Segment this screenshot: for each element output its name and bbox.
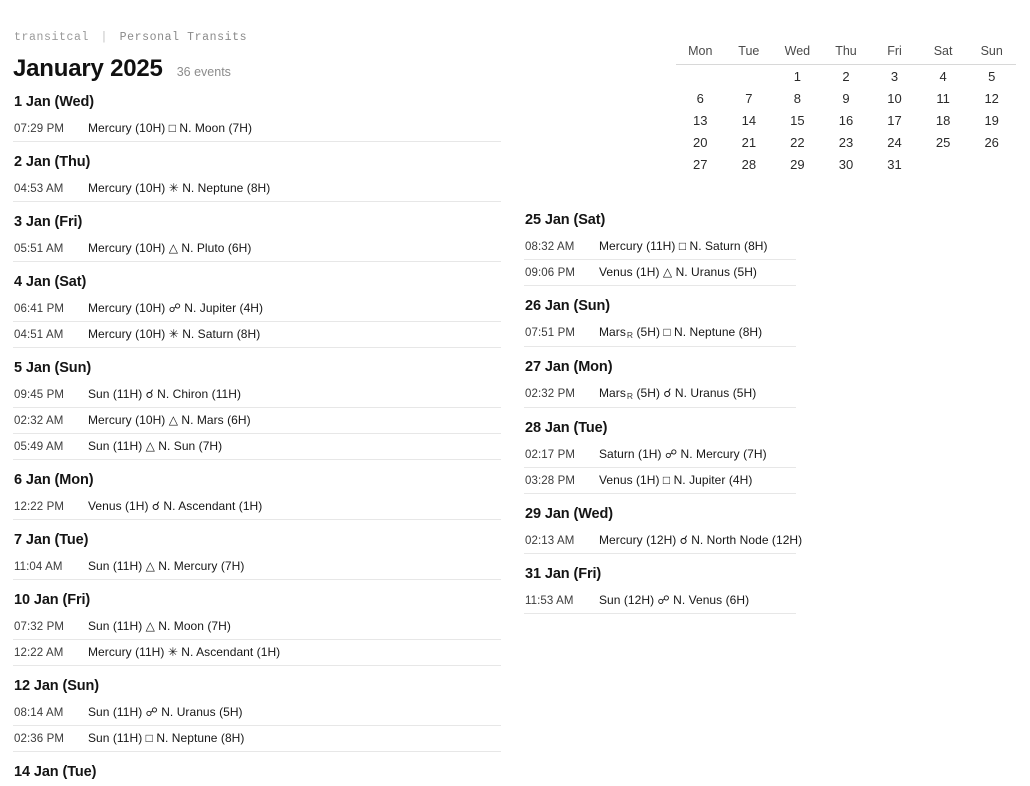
transit-event-time: 02:17 PM bbox=[525, 449, 576, 461]
transit-event-time: 04:53 AM bbox=[14, 183, 64, 195]
transit-event-time: 09:06 PM bbox=[525, 267, 576, 279]
mini-calendar-weekday-tue: Tue bbox=[725, 44, 774, 65]
transit-event-time: 03:28 PM bbox=[525, 475, 576, 487]
transit-event-body: Sun (11H) □ N. Neptune (8H) bbox=[88, 731, 245, 745]
mini-calendar[interactable] bbox=[676, 44, 1016, 175]
transit-event-body: Mercury (10H) △ N. Pluto (6H) bbox=[88, 241, 252, 255]
transit-event-body: Mercury (10H) ✳ N. Saturn (8H) bbox=[88, 327, 261, 341]
day-group bbox=[13, 94, 503, 142]
transit-event-row[interactable] bbox=[13, 296, 501, 322]
transit-event-body-cont: (5H) ☌ N. Uranus (5H) bbox=[633, 386, 757, 400]
mini-calendar-day-14[interactable]: 14 bbox=[741, 113, 757, 128]
day-header: 29 Jan (Wed) bbox=[525, 506, 613, 522]
day-group bbox=[13, 752, 503, 786]
day-header: 1 Jan (Wed) bbox=[14, 94, 95, 110]
page-title-row bbox=[13, 55, 231, 83]
mini-calendar-day-24[interactable]: 24 bbox=[887, 135, 902, 150]
transit-event-body: Mercury (10H) □ N. Moon (7H) bbox=[88, 121, 253, 135]
mini-calendar-day-empty bbox=[676, 65, 725, 88]
transit-list-right-column bbox=[524, 212, 804, 614]
transit-event-description bbox=[599, 447, 767, 461]
mini-calendar-week-row bbox=[676, 131, 1016, 153]
mini-calendar-day-13[interactable]: 13 bbox=[693, 113, 708, 128]
mini-calendar-day-empty bbox=[919, 153, 968, 175]
transit-event-body: Mercury (11H) □ N. Saturn (8H) bbox=[599, 239, 768, 253]
transit-event-row[interactable] bbox=[13, 322, 501, 348]
mini-calendar-day-8[interactable]: 8 bbox=[793, 91, 802, 106]
transit-event-body: Mercury (10H) △ N. Mars (6H) bbox=[88, 413, 251, 427]
transit-event-body: Mercury (10H) ☍ N. Jupiter (4H) bbox=[88, 301, 264, 315]
day-group bbox=[13, 460, 503, 520]
transit-event-description bbox=[599, 386, 756, 401]
day-header: 5 Jan (Sun) bbox=[14, 360, 92, 376]
mini-calendar-day-5[interactable]: 5 bbox=[988, 69, 996, 84]
transit-event-description bbox=[599, 533, 802, 547]
mini-calendar-week-row bbox=[676, 65, 1016, 88]
transit-event-description bbox=[88, 619, 231, 633]
day-header: 14 Jan (Tue) bbox=[14, 764, 97, 780]
day-group bbox=[13, 142, 503, 202]
transit-event-time: 08:14 AM bbox=[14, 707, 64, 719]
mini-calendar-day-12[interactable]: 12 bbox=[984, 91, 999, 106]
transit-event-time: 06:41 PM bbox=[14, 303, 65, 315]
mini-calendar-day-15[interactable]: 15 bbox=[790, 113, 805, 128]
transit-event-body: Mercury (11H) ✳ N. Ascendant (1H) bbox=[88, 645, 281, 659]
transit-event-time: 05:49 AM bbox=[14, 441, 64, 453]
mini-calendar-day-23[interactable]: 23 bbox=[838, 135, 854, 150]
transit-event-description bbox=[88, 327, 260, 341]
day-header: 31 Jan (Fri) bbox=[525, 566, 602, 582]
transit-event-body: Saturn (1H) ☍ N. Mercury (7H) bbox=[599, 447, 767, 461]
transit-event-time: 08:32 AM bbox=[525, 241, 575, 253]
mini-calendar-day-28[interactable]: 28 bbox=[741, 157, 757, 172]
mini-calendar-weekday-wed: Wed bbox=[773, 44, 822, 65]
transit-event-description bbox=[88, 241, 251, 255]
mini-calendar-week-row bbox=[676, 153, 1016, 175]
transit-event-row[interactable] bbox=[524, 320, 796, 347]
transit-event-row[interactable] bbox=[13, 614, 501, 640]
page-title: January 2025 bbox=[13, 55, 163, 82]
transit-event-time: 07:32 PM bbox=[14, 621, 65, 633]
transit-event-time: 07:29 PM bbox=[14, 123, 65, 135]
mini-calendar-weekday-sat: Sat bbox=[919, 44, 968, 65]
day-header: 7 Jan (Tue) bbox=[14, 532, 89, 548]
day-header: 28 Jan (Tue) bbox=[525, 420, 608, 436]
mini-calendar-weekday-sun: Sun bbox=[967, 44, 1016, 65]
breadcrumb-page: Personal Transits bbox=[119, 31, 248, 44]
mini-calendar-table bbox=[676, 44, 1016, 175]
transit-event-description bbox=[599, 265, 757, 279]
transit-event-time: 02:13 AM bbox=[525, 535, 575, 547]
transit-event-row[interactable] bbox=[524, 442, 796, 468]
day-group bbox=[524, 554, 804, 614]
transit-event-row[interactable] bbox=[13, 116, 501, 142]
transit-event-description bbox=[88, 413, 251, 427]
day-header: 26 Jan (Sun) bbox=[525, 298, 611, 314]
transit-event-description bbox=[599, 593, 749, 607]
transit-event-time: 02:32 AM bbox=[14, 415, 64, 427]
mini-calendar-week-row bbox=[676, 109, 1016, 131]
transit-event-description bbox=[88, 121, 252, 135]
transit-event-time: 04:51 AM bbox=[14, 329, 64, 341]
breadcrumb-separator: | bbox=[100, 31, 109, 44]
transit-event-row[interactable] bbox=[13, 494, 501, 520]
transit-event-body: Sun (11H) △ N. Mercury (7H) bbox=[88, 559, 245, 573]
mini-calendar-day-22[interactable]: 22 bbox=[790, 135, 805, 150]
transit-event-row[interactable] bbox=[524, 234, 796, 260]
mini-calendar-day-26[interactable]: 26 bbox=[984, 135, 999, 150]
day-group bbox=[13, 580, 503, 666]
transit-event-description bbox=[88, 301, 263, 315]
transit-event-time: 11:04 AM bbox=[14, 561, 63, 573]
transit-event-time: 05:51 AM bbox=[14, 243, 64, 255]
transit-event-row[interactable] bbox=[13, 700, 501, 726]
transit-event-description bbox=[599, 239, 768, 253]
transit-event-body: Sun (11H) ☌ N. Chiron (11H) bbox=[88, 387, 242, 401]
mini-calendar-day-29[interactable]: 29 bbox=[790, 157, 805, 172]
transit-event-row[interactable] bbox=[13, 726, 501, 752]
transit-event-description bbox=[88, 439, 222, 453]
event-count-label: 36 events bbox=[176, 65, 231, 79]
day-group bbox=[524, 347, 804, 408]
transit-event-row[interactable] bbox=[13, 434, 501, 460]
mini-calendar-day-11[interactable]: 11 bbox=[936, 91, 950, 106]
day-group bbox=[524, 286, 804, 347]
transit-event-row[interactable] bbox=[524, 260, 796, 286]
mini-calendar-day-2[interactable]: 2 bbox=[842, 69, 850, 84]
transit-event-body: Sun (11H) △ N. Sun (7H) bbox=[88, 439, 223, 453]
transit-event-row[interactable] bbox=[524, 528, 803, 554]
transit-event-body: Venus (1H) △ N. Uranus (5H) bbox=[599, 265, 757, 279]
transit-event-row[interactable] bbox=[524, 381, 796, 408]
mini-calendar-day-19[interactable]: 19 bbox=[984, 113, 999, 128]
transit-event-time: 07:51 PM bbox=[525, 327, 576, 339]
mini-calendar-day-30[interactable]: 30 bbox=[838, 157, 854, 172]
mini-calendar-day-20[interactable]: 20 bbox=[693, 135, 708, 150]
mini-calendar-day-7[interactable]: 7 bbox=[745, 91, 753, 106]
transit-event-row[interactable] bbox=[524, 588, 796, 614]
day-header: 25 Jan (Sat) bbox=[525, 212, 606, 228]
mini-calendar-day-21[interactable]: 21 bbox=[741, 135, 757, 150]
mini-calendar-day-17[interactable]: 17 bbox=[887, 113, 902, 128]
mini-calendar-day-4[interactable]: 4 bbox=[939, 69, 947, 84]
transit-list-left-column bbox=[13, 94, 503, 786]
day-header: 10 Jan (Fri) bbox=[14, 592, 91, 608]
transit-event-description bbox=[88, 559, 244, 573]
mini-calendar-header-row bbox=[676, 44, 1016, 65]
transit-event-body: Venus (1H) ☌ N. Ascendant (1H) bbox=[88, 499, 263, 513]
transit-event-body: Mercury (10H) ✳ N. Neptune (8H) bbox=[88, 181, 271, 195]
day-group bbox=[524, 494, 804, 554]
transit-event-time: 12:22 PM bbox=[14, 501, 65, 513]
mini-calendar-day-10[interactable]: 10 bbox=[887, 91, 902, 106]
retrograde-marker: R bbox=[626, 330, 634, 340]
mini-calendar-day-31[interactable]: 31 bbox=[887, 157, 902, 172]
retrograde-marker: R bbox=[626, 391, 634, 401]
transit-event-body: Sun (12H) ☍ N. Venus (6H) bbox=[599, 593, 750, 607]
transit-event-row[interactable] bbox=[524, 468, 796, 494]
day-header: 6 Jan (Mon) bbox=[14, 472, 94, 488]
mini-calendar-day-1[interactable]: 1 bbox=[793, 69, 802, 84]
mini-calendar-day-27[interactable]: 27 bbox=[693, 157, 708, 172]
mini-calendar-day-empty bbox=[967, 153, 1016, 175]
mini-calendar-weekday-thu: Thu bbox=[822, 44, 871, 65]
day-header: 2 Jan (Thu) bbox=[14, 154, 91, 170]
transit-event-row[interactable] bbox=[13, 554, 501, 580]
transit-event-description bbox=[88, 387, 241, 401]
mini-calendar-day-empty bbox=[725, 65, 774, 88]
mini-calendar-weekday-fri: Fri bbox=[870, 44, 919, 65]
mini-calendar-weekday-mon: Mon bbox=[676, 44, 725, 65]
day-group bbox=[524, 408, 804, 494]
day-group bbox=[13, 666, 503, 752]
transit-event-description bbox=[88, 705, 243, 719]
day-group bbox=[13, 520, 503, 580]
transit-event-time: 11:53 AM bbox=[525, 595, 574, 607]
day-group bbox=[13, 262, 503, 348]
transit-event-time: 12:22 AM bbox=[14, 647, 64, 659]
transit-event-time: 09:45 PM bbox=[14, 389, 65, 401]
mini-calendar-day-16[interactable]: 16 bbox=[838, 113, 854, 128]
day-header: 3 Jan (Fri) bbox=[14, 214, 83, 230]
breadcrumb-app[interactable]: transitcal bbox=[14, 31, 90, 44]
transit-event-description bbox=[88, 731, 244, 745]
transit-event-body-cont: (5H) □ N. Neptune (8H) bbox=[633, 325, 763, 339]
transit-event-time: 02:36 PM bbox=[14, 733, 65, 745]
mini-calendar-day-9[interactable]: 9 bbox=[842, 91, 850, 106]
transit-event-description bbox=[599, 473, 752, 487]
transit-event-description bbox=[88, 645, 280, 659]
transit-event-body: Mercury (12H) ☌ N. North Node (12H) bbox=[599, 533, 803, 547]
day-header: 27 Jan (Mon) bbox=[525, 359, 613, 375]
mini-calendar-day-25[interactable]: 25 bbox=[935, 135, 951, 150]
transit-event-row[interactable] bbox=[13, 176, 501, 202]
transit-event-row[interactable] bbox=[13, 236, 501, 262]
mini-calendar-day-18[interactable]: 18 bbox=[935, 113, 951, 128]
transit-event-row[interactable] bbox=[13, 382, 501, 408]
transit-event-body: Mars bbox=[599, 386, 626, 400]
transit-event-description bbox=[88, 499, 262, 513]
day-header: 4 Jan (Sat) bbox=[14, 274, 87, 290]
transit-event-body: Venus (1H) □ N. Jupiter (4H) bbox=[599, 473, 753, 487]
mini-calendar-week-row bbox=[676, 87, 1016, 109]
transit-event-row[interactable] bbox=[13, 408, 501, 434]
transit-event-body: Mars bbox=[599, 325, 626, 339]
breadcrumb bbox=[14, 31, 247, 44]
transit-event-description bbox=[88, 181, 270, 195]
transit-event-time: 02:32 PM bbox=[525, 388, 576, 400]
transit-event-body: Sun (11H) ☍ N. Uranus (5H) bbox=[88, 705, 243, 719]
transit-event-body: Sun (11H) △ N. Moon (7H) bbox=[88, 619, 231, 633]
mini-calendar-day-3[interactable]: 3 bbox=[890, 69, 899, 84]
transit-event-row[interactable] bbox=[13, 640, 501, 666]
transit-event-description bbox=[599, 325, 762, 340]
day-group bbox=[524, 212, 804, 286]
day-header: 12 Jan (Sun) bbox=[14, 678, 100, 694]
day-group bbox=[13, 348, 503, 460]
day-group bbox=[13, 202, 503, 262]
mini-calendar-day-6[interactable]: 6 bbox=[696, 91, 704, 106]
